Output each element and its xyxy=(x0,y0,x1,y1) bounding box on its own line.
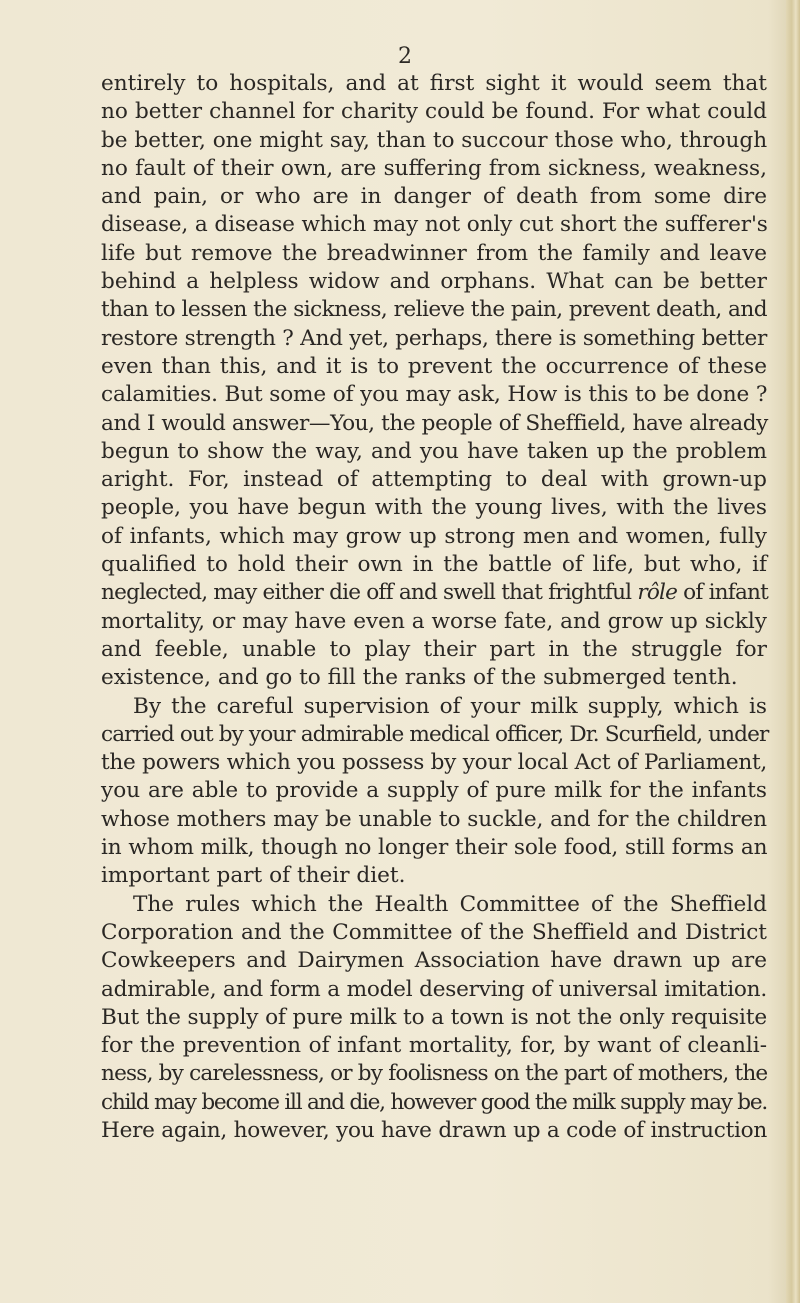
text-line: restore strength ? And yet, perhaps, there is something better xyxy=(101,325,767,351)
text-line: admirable, and form a model deserving of universal imitation. xyxy=(101,976,767,1002)
text-line: calamities. But some of you may ask, How is this to be done ? xyxy=(101,382,768,408)
text-line: of infants, which may grow up strong men and women, fully xyxy=(101,523,767,549)
text-line: for the prevention of infant mortality, for, by want of cleanli- xyxy=(101,1033,767,1059)
text-line: behind a helpless widow and orphans. What can be better xyxy=(101,269,767,295)
text-line: By the careful supervision of your milk supply, which is xyxy=(133,693,767,719)
text-line: begun to show the way, and you have taken up the problem xyxy=(101,438,767,464)
text-line: and feeble, unable to play their part in the struggle for xyxy=(101,636,767,662)
text-line: no better channel for charity could be found. For what could xyxy=(101,99,767,125)
page-binding-edge xyxy=(786,0,800,1303)
text-line: entirely to hospitals, and at first sight it would seem that xyxy=(101,71,767,96)
text-line: child may become ill and die, however good the milk supply may be. xyxy=(101,1089,767,1115)
text-line: the powers which you possess by your local Act of Parliament, xyxy=(101,750,767,776)
text-line: mortality, or may have even a worse fate, and grow up sickly xyxy=(101,608,767,634)
text-line: you are able to provide a supply of pure milk for the infants xyxy=(101,778,767,804)
text-line: no fault of their own, are suffering from sickness, weakness, xyxy=(101,155,767,181)
body-text xyxy=(101,70,767,1145)
text-line: carried out by your admirable medical officer, Dr. Scurfield, under xyxy=(101,721,769,747)
text-line: and pain, or who are in danger of death from some dire xyxy=(101,184,767,210)
text-line: neglected, may either die off and swell that frightful rôle of infant xyxy=(101,580,768,606)
text-line: than to lessen the sickness, relieve the pain, prevent death, and xyxy=(101,297,767,323)
text-line: in whom milk, though no longer their sole food, still forms an xyxy=(101,835,768,861)
text-line: Here again, however, you have drawn up a code of instruction xyxy=(101,1117,767,1143)
text-line: whose mothers may be unable to suckle, and for the children xyxy=(101,806,767,832)
text-line: be better, one might say, than to succour those who, through xyxy=(101,127,768,153)
text-line: important part of their diet. xyxy=(101,863,406,889)
text-line: ness, by carelessness, or by foolisness on the part of mothers, the xyxy=(101,1061,768,1087)
text-line: Corporation and the Committee of the Sheffield and District xyxy=(101,919,767,945)
text-line: existence, and go to fill the ranks of the submerged tenth. xyxy=(101,665,738,691)
text-line: disease, a disease which may not only cut short the sufferer's xyxy=(101,212,768,238)
text-line: people, you have begun with the young lives, with the lives xyxy=(101,495,767,521)
text-line: even than this, and it is to prevent the occurrence of these xyxy=(101,353,767,379)
text-line: aright. For, instead of attempting to deal with grown-up xyxy=(101,467,767,493)
text-line: life but remove the breadwinner from the family and leave xyxy=(101,240,767,266)
text-line: qualified to hold their own in the battle of life, but who, if xyxy=(101,552,767,578)
page-number: 2 xyxy=(398,44,412,69)
text-line: Cowkeepers and Dairymen Association have drawn up are xyxy=(101,948,767,974)
text-line: But the supply of pure milk to a town is not the only requisite xyxy=(101,1004,767,1030)
text-line: and I would answer—You, the people of Sheffield, have already xyxy=(101,410,768,436)
text-line: The rules which the Health Committee of the Sheffield xyxy=(133,891,767,917)
